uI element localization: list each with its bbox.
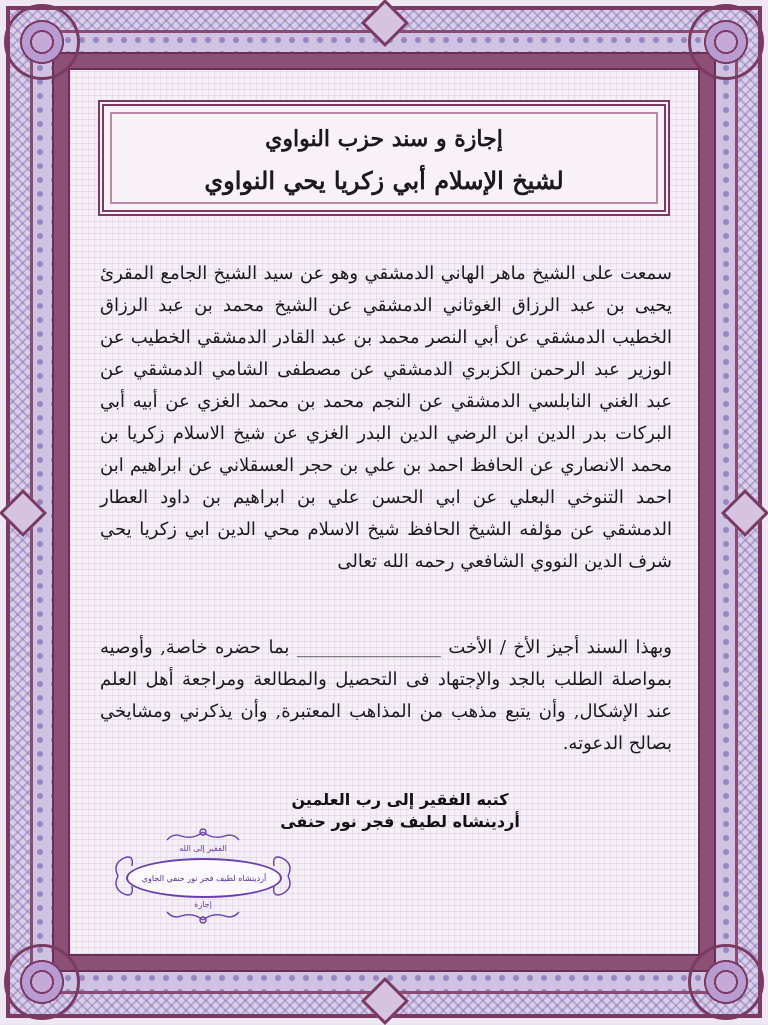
title-line-1: إجازة و سند حزب النواوي xyxy=(265,126,503,152)
corner-ornament-icon xyxy=(688,4,764,80)
title-box xyxy=(98,100,670,216)
stamp-bottom-text: إجازة xyxy=(194,900,212,909)
stamp-center-text: أردينشاه لطيف فجر نور حنفي الجاوي xyxy=(126,858,282,898)
seal-stamp xyxy=(108,826,298,926)
title-line-2: لشيخ الإسلام أبي زكريا يحي النواوي xyxy=(204,166,564,195)
corner-ornament-icon xyxy=(4,4,80,80)
stamp-top-text: الفقير إلى الله xyxy=(179,844,227,853)
ijazah-grant-text: وبهذا السند أجيز الأخ / الأخت ________________ بما حضره خاصة, وأوصيه بمواصلة الطلب بالجد والإجتهاد فى التحصيل والمطالعة ومراجعة أهل العلم عند الإشكال, وأن يتبع مذهب من المذاهب المعتبرة, وأن يذكرني ومشايخي بصالح الدعوته. xyxy=(100,637,672,754)
corner-ornament-icon xyxy=(4,944,80,1020)
sanad-chain-text: سمعت على الشيخ ماهر الهاني الدمشقي وهو عن سيد الشيخ الجامع المقرئ يحيى بن عبد الرزاق الغوثاني الدمشقي عن الشيخ محمد بن عبد الرزاق الخطيب الدمشقي عن أبي النصر محمد بن عبد القادر الدمشقي الخطيب عن الوزير عبد الرحمن الكزبري الدمشقي عن مصطفى الشامي الدمشقي عن عبد الغني النابلسي الدمشقي عن النجم محمد بن محمد الغزي عن أبيه أبي البركات بدر الدين ابن الرضي الدين البدر الغزي عن شيخ الاسلام زكريا بن محمد الانصاري عن الحافظ احمد بن علي بن حجر العسقلاني عن ابراهيم ابن احمد التنوخي البعلي عن ابي الحسن علي بن ابراهيم بن داود العطار الدمشقي عن مؤلفه الشيخ الحافظ شيخ الاسلام محي الدين ابي زكريا يحي شرف الدين النووي الشافعي رحمه الله تعالى xyxy=(100,263,672,572)
corner-ornament-icon xyxy=(688,944,764,1020)
signature-line-1: كتبه الفقير إلى رب العلمين xyxy=(291,790,509,809)
signature-line-2: أردينشاه لطيف فجر نور حنفى xyxy=(280,812,520,831)
